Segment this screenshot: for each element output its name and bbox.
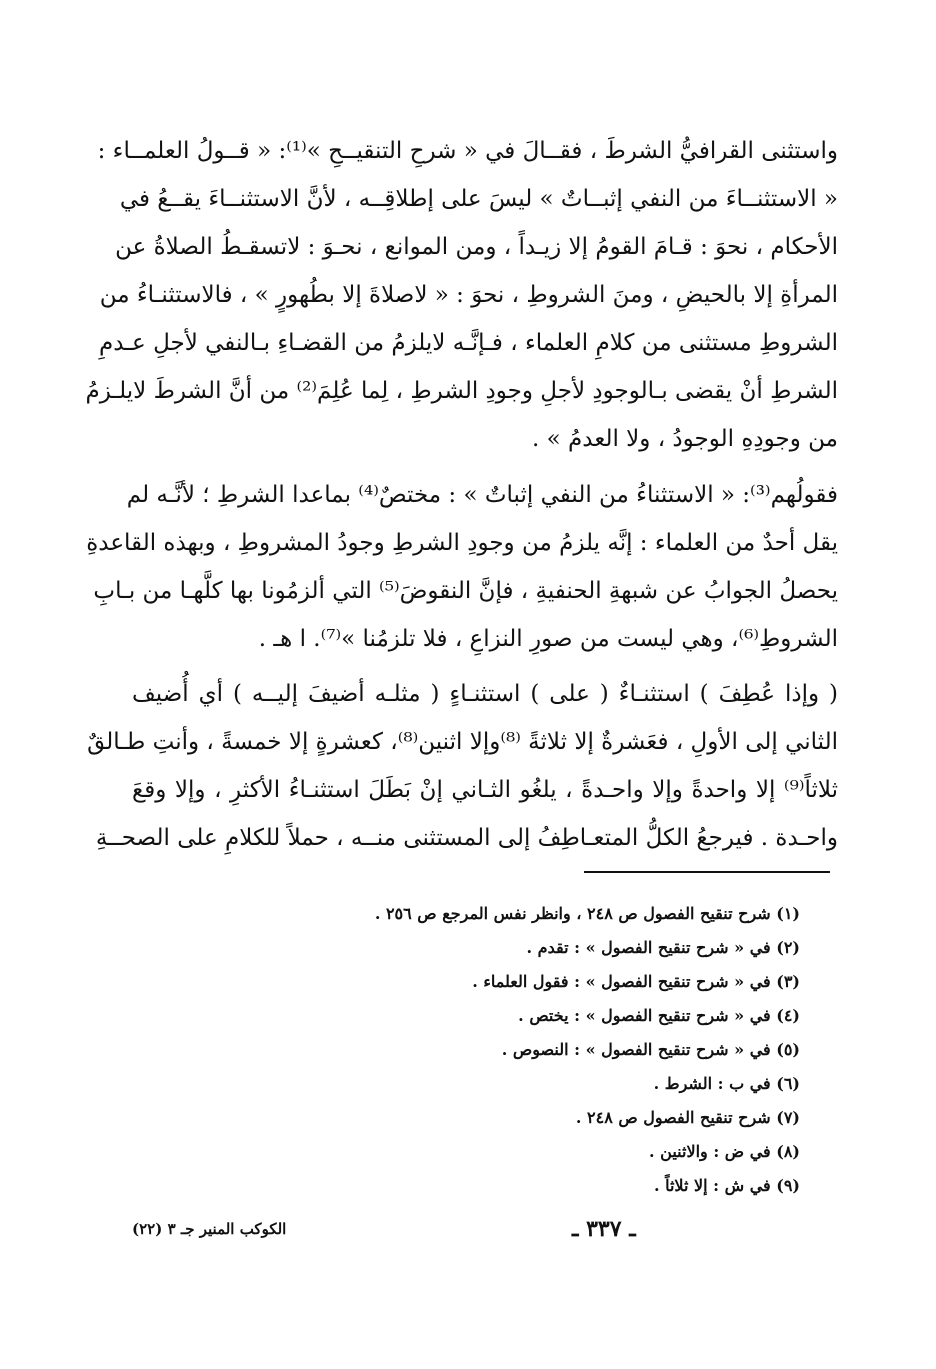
body-line: من وجودِهِ الوجودُ ، ولا العدمُ » .: [532, 426, 838, 452]
body-line: المرأةِ إلا بالحيضِ ، ومنَ الشروطِ ، نحوَ : « لاصلاةَ إلا بطُهورٍ » ، فالاستثنـاءُ من: [99, 282, 838, 308]
body-line: الشرطِ أنْ يقضى بـالوجودِ لأجلِ وجودِ الشرطِ ، لِما عُلِمَ⁽²⁾ من أنَّ الشرطَ لايلـزمُ: [85, 378, 838, 404]
footnote: (٧) شرح تنقيح الفصول ص ٢٤٨ .: [575, 1108, 800, 1127]
footnote: (٣) في « شرح تنقيح الفصول » : فقول العلماء .: [472, 972, 800, 991]
body-line: يحصلُ الجوابُ عن شبهةِ الحنفيةِ ، فإنَّ النقوضَ⁽⁵⁾ التي ألزمُونا بها كلَّهـا من بـابِ: [93, 578, 838, 604]
book-reference: الكوكب المنير جـ ٣ (٢٢): [132, 1220, 287, 1238]
body-line: واحـدة . فيرجعُ الكلُّ المتعـاطِفُ إلى المستثنى منــه ، حملاً للكلامِ على الصحــةِ: [95, 825, 838, 851]
footnote: (٤) في « شرح تنقيح الفصول » : يختص .: [518, 1006, 800, 1025]
paragraph-qarafi-exception: [85, 127, 838, 463]
body-line: الأحكام ، نحوَ : قـامَ القومُ إلا زيـداً ، ومن الموانع ، نحـوَ : لاتسقـطُ الصلاةُ عن: [115, 234, 838, 260]
footnote: (٩) في ش : إلا ثلاثاً .: [653, 1176, 800, 1195]
body-line: الشروطِ مستثنى من كلامِ العلماء ، فـإنَّـه لايلزمُ من القضـاءِ بـالنفي لأجلِ عـدمِ: [98, 330, 838, 356]
paragraph-their-saying: [86, 471, 838, 663]
page-number: ـ ٣٣٧ ـ: [572, 1216, 636, 1242]
body-line: ( وإذا عُطِفَ ) استثنـاءٌ ( على ) استثنـاءٍ ( مثلـه أضيفَ إليــه ) أي أُضيف: [132, 681, 838, 707]
page-footer: [132, 1216, 838, 1256]
body-line: ثلاثاً⁽⁹⁾ إلا واحدةً وإلا واحـدةً ، يلغُو الثـاني إنْ بَطَلَ استثنـاءُ الأكثرِ ، وإلا وقعَ: [132, 777, 838, 803]
body-line: « الاستثنــاءَ من النفي إثبــاتٌ » ليسَ على إطلاقِــه ، لأنَّ الاستثنــاءَ يقــعُ في: [119, 186, 838, 212]
footnote: (٨) في ض : والاثنين .: [649, 1142, 800, 1161]
footnote: (١) شرح تنقيح الفصول ص ٢٤٨ ، وانظر نفس المرجع ص ٢٥٦ .: [374, 904, 800, 923]
footnote: (٥) في « شرح تنقيح الفصول » : النصوص .: [501, 1040, 800, 1059]
body-line: الشروطِ⁽⁶⁾، وهي ليست من صورِ النزاعِ ، فلا تلزمُنا »⁽⁷⁾. ا هـ .: [258, 626, 838, 652]
footnotes: [132, 897, 800, 1203]
body-line: يقل أحدٌ من العلماء : إنَّه يلزمُ من وجودِ الشرطِ وجودُ المشروطِ ، وبهذه القاعدةِ: [86, 530, 838, 556]
footnote-divider: [584, 871, 830, 873]
body-line: فقولُهم⁽³⁾: « الاستثناءُ من النفي إثباتٌ » : مختصٌ⁽⁴⁾ بماعدا الشرطِ ؛ لأنَّـه لم: [126, 482, 838, 508]
body-line: الثاني إلى الأولِ ، فعَشرةٌ إلا ثلاثةً ⁽⁸⁾وإلا اثنين⁽⁸⁾، كعشرةٍ إلا خمسةً ، وأنتِ طـالقٌ: [87, 729, 838, 755]
body-line: واستثنى القرافيُّ الشرطَ ، فقــالَ في « شرحِ التنقيــحِ »⁽¹⁾: « قــولُ العلمــاء :: [97, 138, 838, 164]
footnote: (٦) في ب : الشرط .: [653, 1074, 800, 1093]
footnote: (٢) في « شرح تنقيح الفصول » : تقدم .: [526, 938, 800, 957]
paragraph-conjoined-exception: [87, 670, 838, 862]
